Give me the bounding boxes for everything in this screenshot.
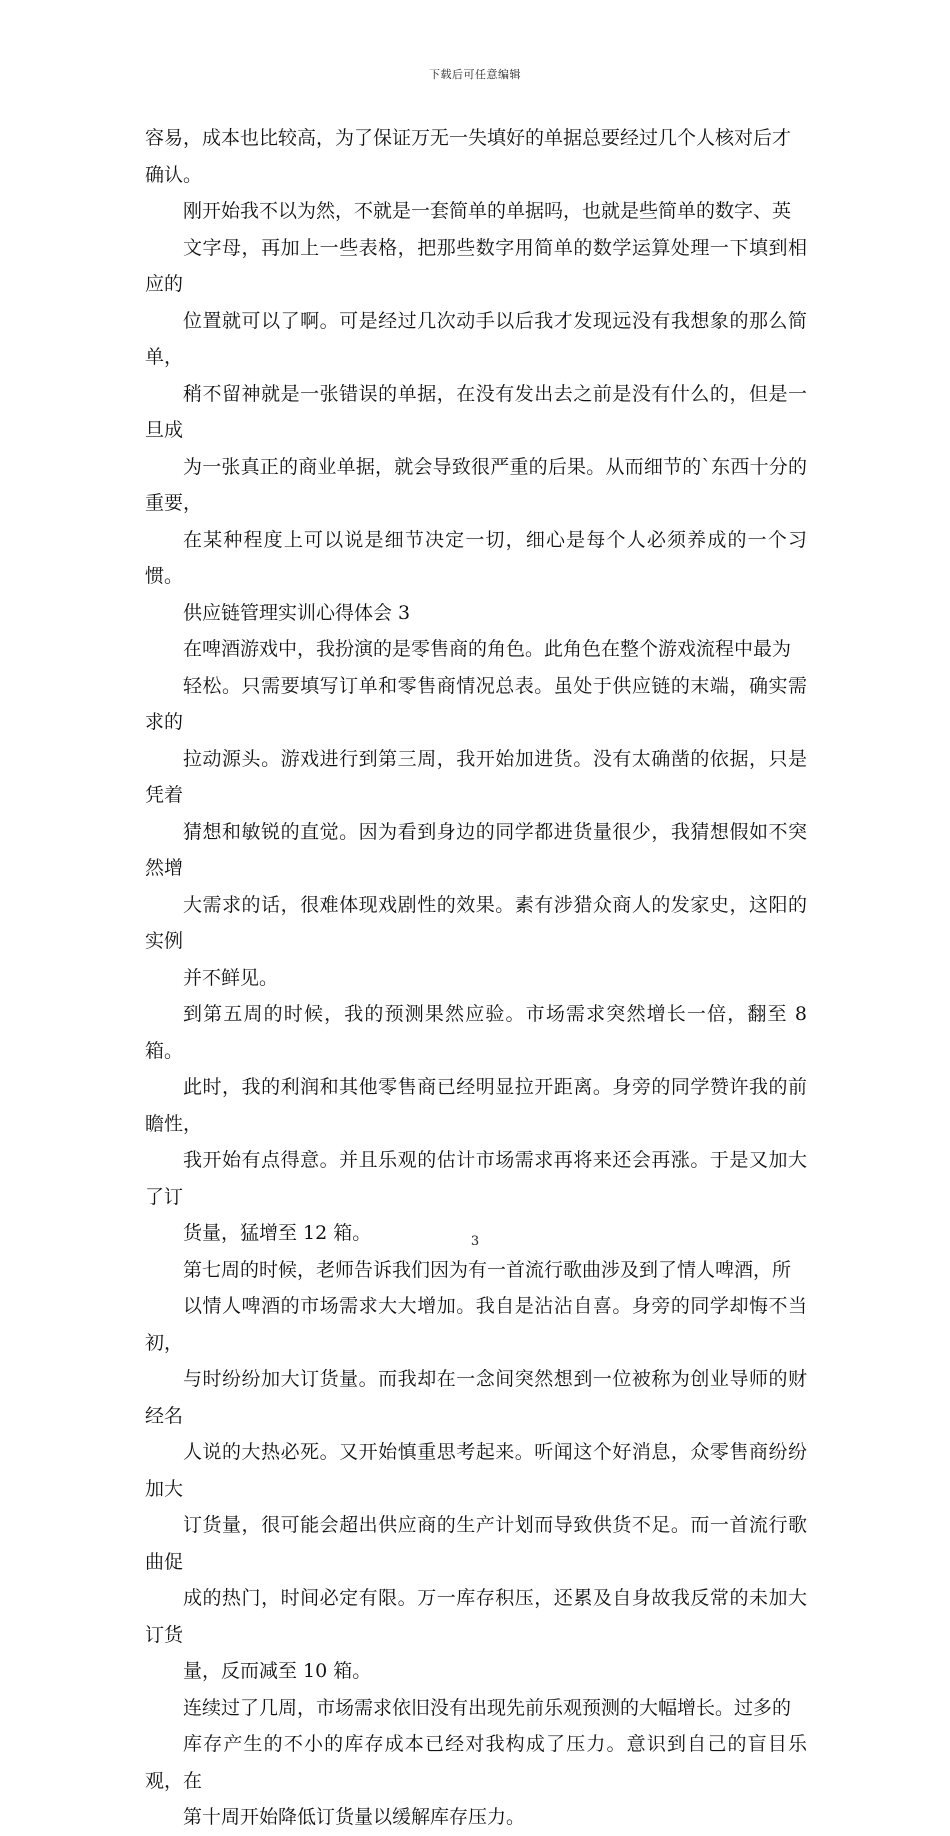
text-line: 供应链管理实训心得体会 3: [183, 601, 411, 624]
text-line: 人说的大热必死。又开始慎重思考起来。听闻这个好消息，众零售商纷纷加大: [145, 1441, 807, 1500]
text-line: 量，反而减至 10 箱。: [183, 1660, 372, 1682]
document-body: [145, 120, 814, 1836]
text-line: 容易，成本也比较高，为了保证万无一失填好的单据总要经过几个人核对后才: [145, 127, 792, 149]
text-line: 第十周开始降低订货量以缓解库存压力。: [183, 1806, 526, 1828]
paragraph: [145, 1252, 807, 1690]
text-line: 稍不留神就是一张错误的单据，在没有发出去之前是没有什么的，但是一旦成: [145, 382, 807, 441]
text-line: 确认。: [145, 163, 203, 186]
text-line: 以情人啤酒的市场需求大大增加。我自是沾沾自喜。身旁的同学却悔不当初，: [145, 1295, 807, 1354]
text-line: 订货量，很可能会超出供应商的生产计划而导致供货不足。而一首流行歌曲促: [145, 1514, 807, 1573]
paragraph: [145, 631, 807, 996]
page-number: 3: [470, 1234, 480, 1249]
text-line: 第七周的时候，老师告诉我们因为有一首流行歌曲涉及到了情人啤酒，所: [183, 1258, 792, 1281]
text-line: 轻松。只需要填写订单和零售商情况总表。虽处于供应链的末端，确实需求的: [145, 674, 807, 733]
page-header: 下载后可任意编辑: [429, 68, 521, 81]
text-line: 文字母，再加上一些表格，把那些数字用简单的数学运算处理一下填到相应的: [145, 236, 807, 295]
text-line: 大需求的话，很难体现戏剧性的效果。素有涉猎众商人的发家史，这阳的实例: [145, 893, 807, 952]
text-line: 与时纷纷加大订货量。而我却在一念间突然想到一位被称为创业导师的财经名: [145, 1368, 807, 1427]
text-line: 位置就可以了啊。可是经过几次动手以后我才发现远没有我想象的那么简单，: [145, 309, 807, 368]
text-line: 猜想和敏锐的直觉。因为看到身边的同学都进货量很少，我猜想假如不突然增: [145, 820, 807, 879]
paragraph: [145, 193, 807, 595]
text-line: 连续过了几周，市场需求依旧没有出现先前乐观预测的大幅增长。过多的: [183, 1696, 792, 1719]
text-line: 在啤酒游戏中，我扮演的是零售商的角色。此角色在整个游戏流程中最为: [183, 638, 792, 660]
paragraph: [145, 595, 807, 632]
paragraph: [145, 120, 807, 193]
paragraph: [145, 1690, 807, 1836]
text-line: 库存产生的不小的库存成本已经对我构成了压力。意识到自己的盲目乐观，在: [145, 1733, 807, 1792]
text-line: 到第五周的时候，我的预测果然应验。市场需求突然增长一倍，翻至 8 箱。: [145, 1003, 814, 1062]
text-line: 此时，我的利润和其他零售商已经明显拉开距离。身旁的同学赞许我的前瞻性，: [145, 1076, 807, 1135]
text-line: 货量，猛增至 12 箱。: [183, 1222, 372, 1244]
text-line: 并不鲜见。: [183, 966, 279, 989]
text-line: 刚开始我不以为然，不就是一套简单的单据吗，也就是些简单的数字、英: [183, 200, 792, 222]
text-line: 在某种程度上可以说是细节决定一切，细心是每个人必须养成的一个习惯。: [145, 528, 807, 587]
text-line: 为一张真正的商业单据，就会导致很严重的后果。从而细节的`东西十分的重要，: [145, 455, 807, 514]
paragraph: [145, 996, 814, 1252]
text-line: 拉动源头。游戏进行到第三周，我开始加进货。没有太确凿的依据，只是凭着: [145, 747, 807, 806]
text-line: 成的热门，时间必定有限。万一库存积压，还累及自身故我反常的未加大订货: [145, 1587, 807, 1646]
text-line: 我开始有点得意。并且乐观的估计市场需求再将来还会再涨。于是又加大了订: [145, 1149, 807, 1208]
